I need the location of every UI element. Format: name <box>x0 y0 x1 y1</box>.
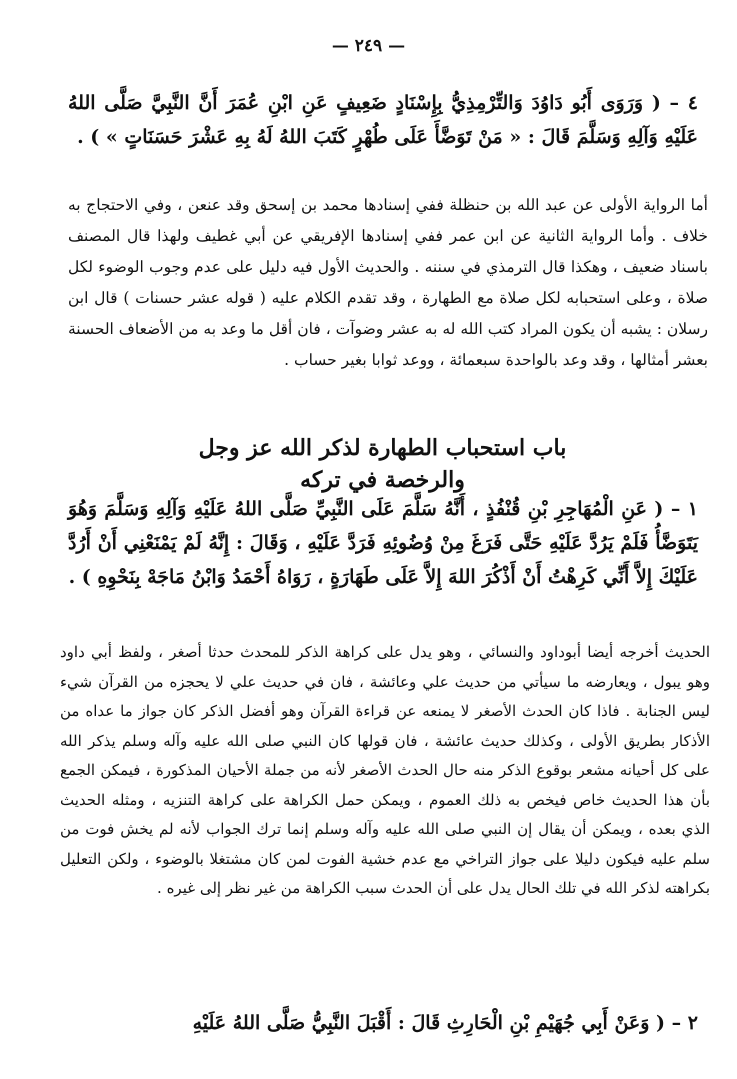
commentary-paragraph-2: الحديث أخرجه أيضا أبوداود والنسائي ، وهو يدل على كراهة الذكر للمحدث حدثا أصغر ، ولفظ أبي داود وهو يبول ، ويعارضه ما سيأتي من حديث علي وعائشة ، فان في حديث علي لا يحجزه من القرآن شيء ليس الجنابة . فاذا كان الحدث الأصغر لا يمنعه عن قراءة القرآن وهو أفضل الذكر كان جواز ما عداه من الأذكار بطريق الأولى ، وكذلك حديث عائشة ، فان قولها كان النبي صلى الله عليه وآله وسلم يذكر الله على كل أحيانه مشعر بوقوع الذكر منه حال الحدث الأصغر لأنه من جملة الأحيان المذكورة ، فيمكن الجمع بأن هذا الحديث خاص فيخص به ذلك العموم ، ويمكن حمل الكراهة على كراهة التنزيه ، ومثله الحديث الذي بعده ، ويمكن أن يقال إن النبي صلى الله عليه وآله وسلم إنما ترك الجواب لأنه لم يخش فوت من سلم عليه فيكون دليلا على جواز التراخي مع عدم خشية الفوت لمن كان مشتغلا بالوضوء ، ولكن التعليل بكراهته لذكر الله في تلك الحال يدل على أن الحدث سبب الكراهة من غير نظر إلى غيره . <box>60 643 710 897</box>
hadith-number: ٢ – <box>671 1012 698 1034</box>
hadith-1-block <box>68 492 698 594</box>
hadith-text: ( وَعَنْ أَبِي جُهَيْمِ بْنِ الْحَارِثِ قَالَ : أَقْبَلَ النَّبِيُّ صَلَّى اللهُ عَلَيْهِ <box>192 1012 666 1034</box>
section-title: باب استحباب الطهارة لذكر الله عز وجل والرخصة في تركه <box>198 435 567 493</box>
hadith-4-block <box>68 86 698 154</box>
hadith-number: ٤ – <box>669 92 698 114</box>
hadith-text: ( عَنِ الْمُهَاجِرِ بْنِ قُنْفُذٍ ، أَنَّهُ سَلَّمَ عَلَى النَّبِيِّ صَلَّى اللهُ عَلَيْهِ وَآلِهِ وَسَلَّمَ وَهُوَ يَتَوَضَّأُ فَلَمْ يَرُدَّ عَلَيْهِ حَتَّى فَرَغَ مِنْ وُضُوئِهِ فَرَدَّ عَلَيْهِ ، وَقَالَ : إِنَّهُ لَمْ يَمْنَعْنِي أَنْ أَرُدَّ عَلَيْكَ إِلاَّ أَنِّي كَرِهْتُ أَنْ أَذْكُرَ اللهَ إِلاَّ عَلَى طَهَارَةٍ ، رَوَاهُ أَحْمَدُ وَابْنُ مَاجَهْ بِنَحْوِهِ ) . <box>68 498 698 588</box>
hadith-text: ( وَرَوَى أَبُو دَاوُدَ وَالتِّرْمِذِيُّ بِإِسْنَادٍ ضَعِيفٍ عَنِ ابْنِ عُمَرَ أَنَّ النَّبِيَّ صَلَّى اللهُ عَلَيْهِ وَآلِهِ وَسَلَّمَ قَالَ : « مَنْ تَوَضَّأَ عَلَى طُهْرٍ كَتَبَ اللهُ لَهُ بِهِ عَشْرَ حَسَنَاتٍ » ) . <box>68 92 698 148</box>
page-number: — ٢٤٩ — <box>331 36 406 56</box>
commentary-paragraph-1: أما الرواية الأولى عن عبد الله بن حنظلة ففي إسنادها محمد بن إسحق وقد عنعن ، وفي الاحتجاج به خلاف . وأما الرواية الثانية عن ابن عمر ففي إسنادها الإفريقي عن أبي غطيف ولهذا قال المصنف باسناد ضعيف ، وهكذا قال الترمذي في سننه . والحديث الأول فيه دليل على عدم وجوب الوضوء لكل صلاة ، وعلى استحبابه لكل صلاة مع الطهارة ، وقد تقدم الكلام عليه ( قوله عشر حسنات ) قال ابن رسلان : يشبه أن يكون المراد كتب الله له به عشر وضوآت ، فان أقل ما وعد به من الأضعاف الحسنة بعشر أمثالها ، وقد وعد بالواحدة سبعمائة ، ووعد ثوابا بغير حساب . <box>68 196 708 369</box>
hadith-number: ١ – <box>670 498 698 520</box>
hadith-2-block <box>68 1006 698 1040</box>
